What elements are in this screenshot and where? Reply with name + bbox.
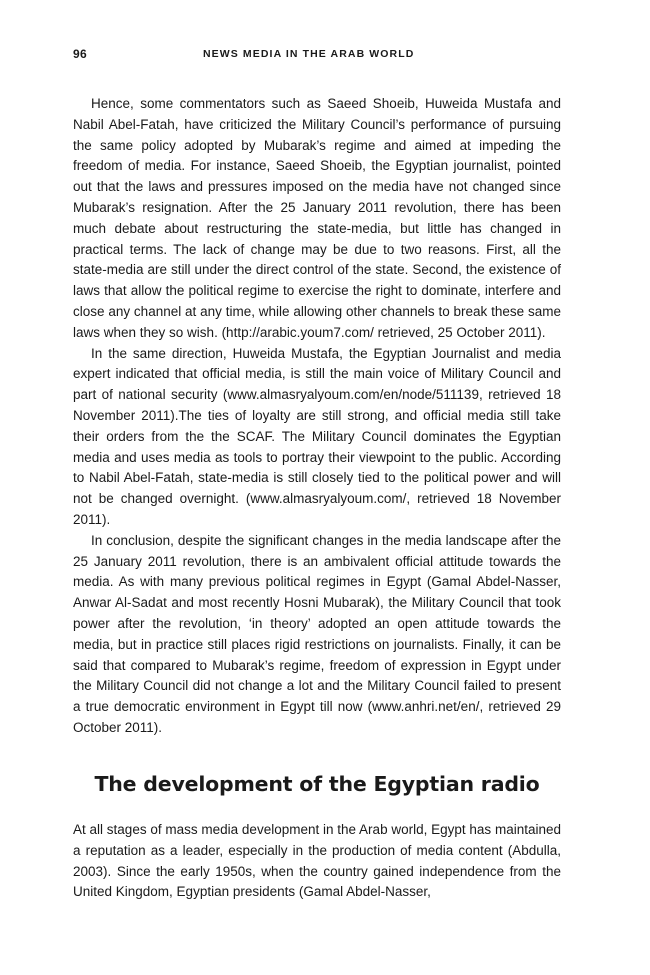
paragraph: At all stages of mass media development in the Arab world, Egypt has maintained a reputation as a leader, especially in the production of media content (Abdulla, 2003). Since the early 1950s, when the country gained independence from the United Kingdom, Egyptian presidents (Gamal Abdel-Nasser,: [73, 822, 561, 900]
body-text: [73, 94, 561, 739]
section-heading: The development of the Egyptian radio: [94, 772, 540, 796]
running-head: NEWS MEDIA IN THE ARAB WORLD: [203, 48, 415, 60]
paragraph: In the same direction, Huweida Mustafa, the Egyptian Journalist and media expert indicated that official media, is still the main voice of Military Council and part of national security (www.almasryalyoum.com/en/node/511139, retrieved 18 November 2011).The ties of loyalty are still strong, and official media still take their orders from the the SCAF. The Military Council dominates the Egyptian media and uses media as tools to portray their viewpoint to the public. According to Nabil Abel-Fatah, state-media is still closely tied to the political power and will not be changed overnight. (www.almasryalyoum.​com/, retrieved 18 November 2011).: [73, 345, 561, 527]
page-header: [73, 47, 561, 65]
paragraph: Hence, some commentators such as Saeed Shoeib, Huweida Mustafa and Nabil Abel-Fatah, have criticized the Military Council’s performance of pursuing the same policy adopted by Mubarak’s regime and aimed at impeding the freedom of media. For instance, Saeed Shoeib, the Egyptian journalist, pointed out that the laws and pressures imposed on the media have not changed since Mubarak’s resignation. After the 25 January 2011 revolution, there has been much debate about restructuring the state-media, but little has changed in practical terms. The lack of change may be due to two reasons. First, all the state-media are still under the direct control of the state. Second, the existence of laws that allow the political regime to exercise the right to dominate, interfere and close any channel at any time, while allowing other channels to break these same laws when they so wish. (http://arabic.​youm7.com/ retrieved, 25 October 2011).: [73, 96, 561, 340]
paragraph: In conclusion, despite the significant changes in the media landscape after the 25 January 2011 revolution, there is an ambivalent official attitude towards the media. As with many previous political regimes in Egypt (Gamal Abdel-Nasser, Anwar Al-Sadat and most recently Hosni Mubarak), the Military Council that took power after the revolution, ‘in theory’ adopted an open attitude towards the media, but in practice still places rigid restrictions on journalists. Finally, it can be said that compared to Mubarak’s regime, freedom of expression in Egypt under the Military Council did not change a lot and the Military Council failed to present a true democratic environment in Egypt till now (www.anhri.net/en/, retrieved 29 October 2011).: [73, 532, 561, 735]
section-body: [73, 820, 561, 903]
page-number: 96: [73, 47, 87, 61]
